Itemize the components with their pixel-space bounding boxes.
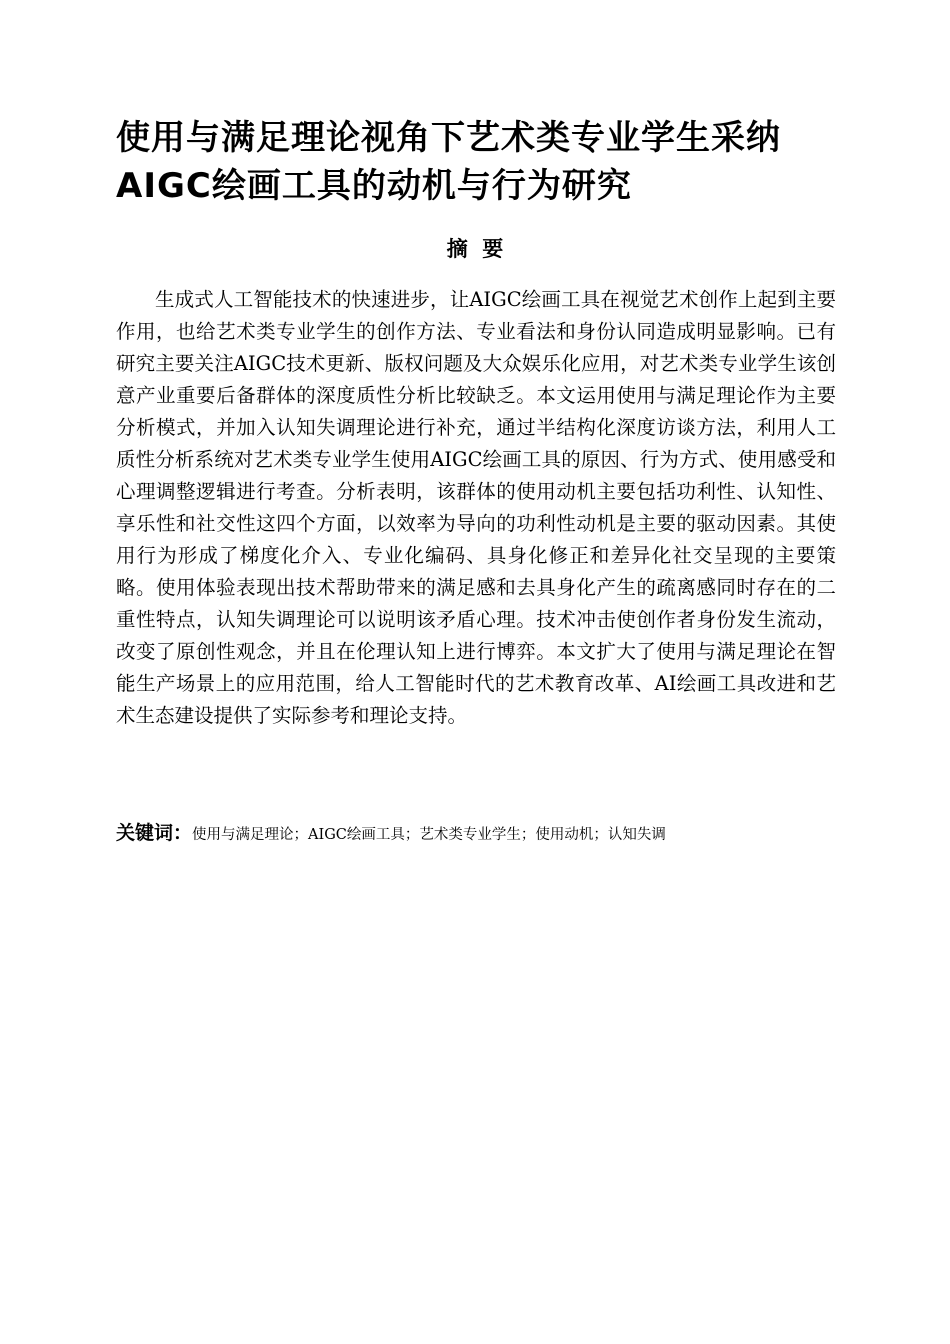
abstract-heading: 摘 要 [446, 236, 504, 261]
keywords-text: 使用与满足理论；AIGC绘画工具；艺术类专业学生；使用动机；认知失调 [192, 827, 666, 843]
keywords-line [116, 818, 846, 850]
abstract-body: 生成式人工智能技术的快速进步，让AIGC绘画工具在视觉艺术创作上起到主要作用，也给艺术类专业学生的创作方法、专业看法和身份认同造成明显影响。已有研究主要关注AIGC技术更新、版权问题及大众娱乐化应用，对艺术类专业学生该创意产业重要后备群体的深度质性分析比较缺乏。本文运用使用与满足理论作为主要分析模式，并加入认知失调理论进行补充，通过半结构化深度访谈方法，利用人工质性分析系统对艺术类专业学生使用AIGC绘画工具的原因、行为方式、使用感受和心理调整逻辑进行考查。分析表明，该群体的使用动机主要包括功利性、认知性、享乐性和社交性这四个方面，以效率为导向的功利性动机是主要的驱动因素。其使用行为形成了梯度化介入、专业化编码、具身化修正和差异化社交呈现的主要策略。使用体验表现出技术帮助带来的满足感和去具身化产生的疏离感同时存在的二重性特点，认知失调理论可以说明该矛盾心理。技术冲击使创作者身份发生流动，改变了原创性观念，并且在伦理认知上进行博弈。本文扩大了使用与满足理论在智能生产场景上的应用范围，给人工智能时代的艺术教育改革、AI绘画工具改进和艺术生态建设提供了实际参考和理论支持。 [116, 288, 836, 727]
paper-title-line-2: AIGC绘画工具的动机与行为研究 [116, 166, 632, 206]
paper-title-line-1: 使用与满足理论视角下艺术类专业学生采纳 [116, 118, 781, 158]
paper-title [116, 114, 846, 210]
keywords-label: 关键词： [116, 822, 193, 844]
